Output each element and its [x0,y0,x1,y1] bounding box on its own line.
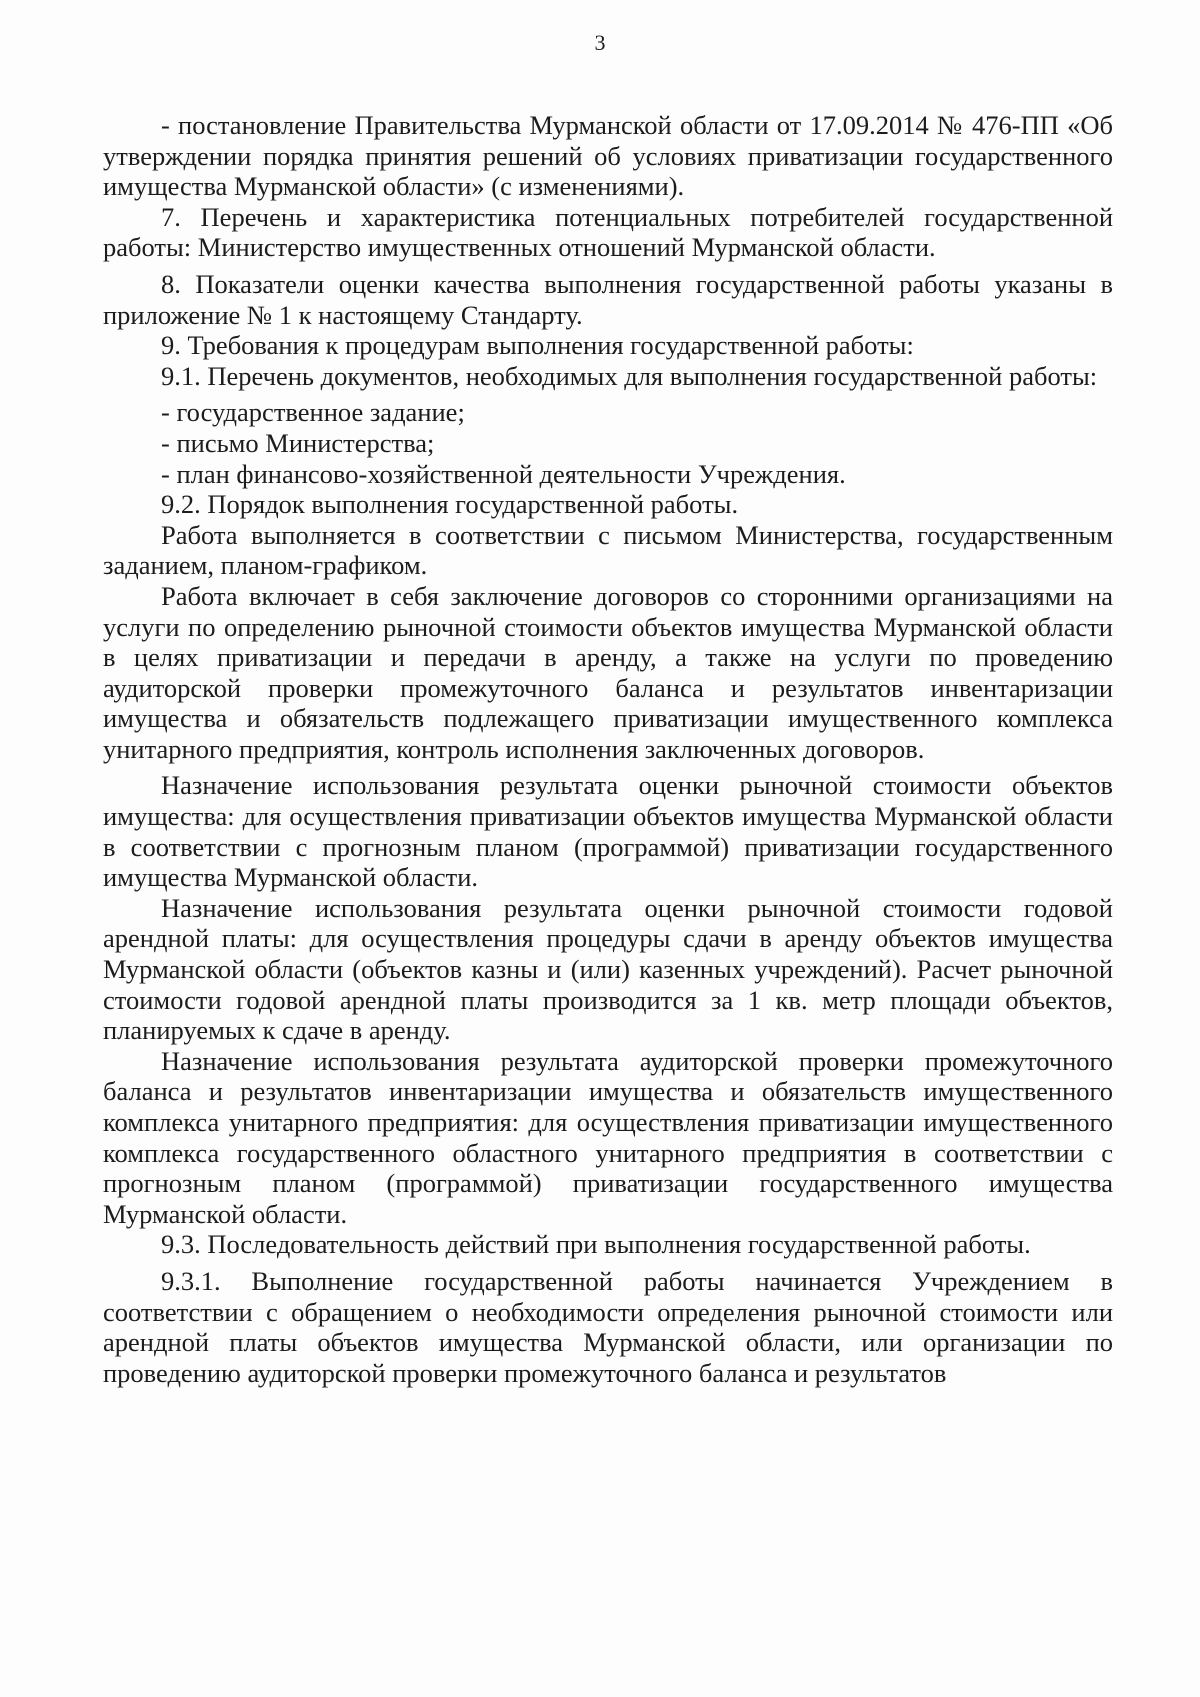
paragraph-section-9-3: 9.3. Последовательность действий при выполнения государственной работы. [161,1229,1031,1260]
paragraph-decree-reference: - постановление Правительства Мурманской области от 17.09.2014 № 476-ПП «Об утверждении порядка принятия решений об условиях приватизации государственного имущества Мурманской области» (с изменениями). [103,110,1113,202]
paragraph-section-9-2: 9.2. Порядок выполнения государственной работы. [161,489,739,520]
paragraph-section-7: 7. Перечень и характеристика потенциальных потребителей государственной работы: Министерство имущественных отношений Мурманской области. [103,201,1113,263]
paragraph-section-9: 9. Требования к процедурам выполнения государственной работы: [161,330,914,361]
paragraph-purpose-valuation: Назначение использования результата оценки рыночной стоимости объектов имущества: для осуществления приватизации объектов имущества Мурманской области в соответствии с прогнозным планом (программой) приватизации государственного имущества Мурманской области. [103,770,1113,893]
page-number: 3 [594,30,606,55]
list-item-financial-plan: - план финансово-хозяйственной деятельности Учреждения. [161,458,846,489]
paragraph-purpose-rent: Назначение использования результата оценки рыночной стоимости годовой арендной платы: для осуществления процедуры сдачи в аренду объектов имущества Мурманской области (объектов казны и (или) казенных учреждений). Расчет рыночной стоимости годовой арендной платы производится за 1 кв. метр площади объектов, планируемых к сдаче в аренду. [103,892,1113,1046]
list-item-ministry-letter: - письмо Министерства; [161,427,435,458]
paragraph-work-performed: Работа выполняется в соответствии с письмом Министерства, государственным заданием, планом-графиком. [103,519,1113,581]
paragraph-section-9-3-1: 9.3.1. Выполнение государственной работы начинается Учреждением в соответствии с обращением о необходимости определения рыночной стоимости или арендной платы объектов имущества Мурманской области, или организации по проведению аудиторской проверки промежуточного баланса и результатов [103,1265,1113,1388]
list-item-state-assignment: - государственное задание; [161,397,465,428]
document-body [103,110,1113,1388]
paragraph-purpose-audit: Назначение использования результата аудиторской проверки промежуточного баланса и результатов инвентаризации имущества и обязательств имущественного комплекса унитарного предприятия: для осуществления приватизации имущественного комплекса государственного областного унитарного предприятия в соответствии с прогнозным планом (программой) приватизации государственного имущества Мурманской области. [103,1045,1113,1229]
paragraph-work-includes: Работа включает в себя заключение договоров со сторонними организациями на услуги по определению рыночной стоимости объектов имущества Мурманской области в целях приватизации и передачи в аренду, а также на услуги по проведению аудиторской проверки промежуточного баланса и результатов инвентаризации имущества и обязательств подлежащего приватизации имущественного комплекса унитарного предприятия, контроль исполнения заключенных договоров. [103,580,1113,764]
paragraph-section-9-1: 9.1. Перечень документов, необходимых для выполнения государственной работы: [161,360,1098,391]
paragraph-section-8: 8. Показатели оценки качества выполнения государственной работы указаны в приложение № 1 к настоящему Стандарту. [103,268,1113,330]
